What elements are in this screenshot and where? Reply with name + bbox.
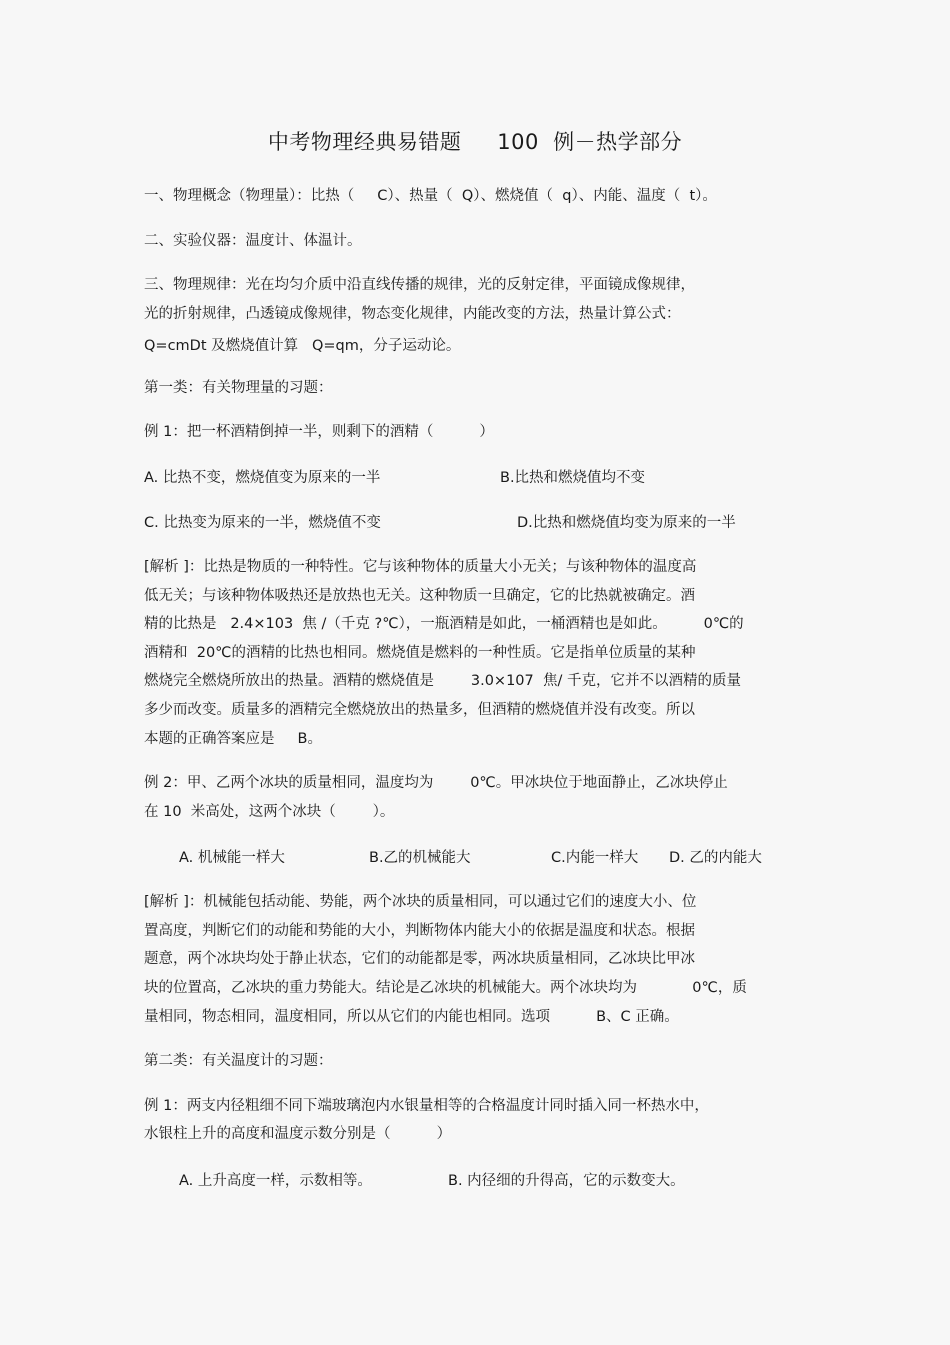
category-heading-1: 第一类：有关物理量的习题： bbox=[144, 380, 333, 396]
example3-option-a: A. 上升高度一样，示数相等。 bbox=[179, 1173, 372, 1189]
laws-line-2: 光的折射规律，凸透镜成像规律，物态变化规律，内能改变的方法，热量计算公式： bbox=[144, 306, 681, 322]
example1-question: 例 1：把一杯酒精倒掉一半，则剩下的酒精（ ） bbox=[144, 424, 494, 440]
example2-analysis-line: [解析 ]：机械能包括动能、势能，两个冰块的质量相同，可以通过它们的速度大小、位 bbox=[144, 894, 697, 910]
laws-line-3: Q=cmDt 及燃烧值计算 Q=qm，分子运动论。 bbox=[144, 338, 461, 354]
example2-question-line-2: 在 10 米高处，这两个冰块（ ）。 bbox=[144, 804, 395, 820]
example1-analysis-line: 本题的正确答案应是 B。 bbox=[144, 731, 322, 747]
example1-analysis-line: [解析 ]：比热是物质的一种特性。它与该种物体的质量大小无关；与该种物体的温度高 bbox=[144, 559, 697, 575]
category-heading-2: 第二类：有关温度计的习题： bbox=[144, 1053, 333, 1069]
example1-option-b: B.比热和燃烧值均不变 bbox=[500, 470, 646, 486]
example1-option-c: C. 比热变为原来的一半，燃烧值不变 bbox=[144, 515, 381, 531]
page-title: 中考物理经典易错题 100 例－热学部分 bbox=[267, 130, 683, 154]
example2-option-b: B.乙的机械能大 bbox=[369, 850, 471, 866]
example1-analysis-line: 多少而改变。质量多的酒精完全燃烧放出的热量多，但酒精的燃烧值并没有改变。所以 bbox=[144, 702, 695, 718]
example3-question-line-2: 水银柱上升的高度和温度示数分别是（ ） bbox=[144, 1126, 452, 1142]
example2-option-d: D. 乙的内能大 bbox=[669, 850, 762, 866]
example2-analysis-line: 量相同，物态相同，温度相同，所以从它们的内能也相同。选项 B、C 正确。 bbox=[144, 1009, 679, 1025]
example2-option-a: A. 机械能一样大 bbox=[179, 850, 285, 866]
example1-option-a: A. 比热不变，燃烧值变为原来的一半 bbox=[144, 470, 381, 486]
example2-analysis-line: 题意，两个冰块均处于静止状态，它们的动能都是零，两冰块质量相同，乙冰块比甲冰 bbox=[144, 951, 695, 967]
example1-analysis-line: 低无关；与该种物体吸热还是放热也无关。这种物质一旦确定，它的比热就被确定。酒 bbox=[144, 588, 695, 604]
example3-question-line-1: 例 1：两支内径粗细不同下端玻璃泡内水银量相等的合格温度计同时插入同一杯热水中， bbox=[144, 1098, 709, 1114]
example2-option-c: C.内能一样大 bbox=[551, 850, 639, 866]
example3-option-b: B. 内径细的升得高，它的示数变大。 bbox=[448, 1173, 685, 1189]
example1-analysis-line: 燃烧完全燃烧所放出的热量。酒精的燃烧值是 3.0×107 焦/ 千克，它并不以酒精的质量 bbox=[144, 673, 741, 689]
example2-question-line-1: 例 2：甲、乙两个冰块的质量相同，温度均为 0℃。甲冰块位于地面静止，乙冰块停止 bbox=[144, 775, 728, 791]
example2-analysis-line: 置高度，判断它们的动能和势能的大小，判断物体内能大小的依据是温度和状态。根据 bbox=[144, 923, 695, 939]
example1-analysis-line: 精的比热是 2.4×103 焦 /（千克 ?℃），一瓶酒精是如此，一桶酒精也是如此。 0℃的 bbox=[144, 616, 744, 632]
example1-analysis-line: 酒精和 20℃的酒精的比热也相同。燃烧值是燃料的一种性质。它是指单位质量的某种 bbox=[144, 645, 696, 661]
example1-option-d: D.比热和燃烧值均变为原来的一半 bbox=[517, 515, 736, 531]
instruments-line: 二、实验仪器：温度计、体温计。 bbox=[144, 233, 362, 249]
laws-line-1: 三、物理规律：光在均匀介质中沿直线传播的规律，光的反射定律，平面镜成像规律， bbox=[144, 277, 695, 293]
example2-analysis-line: 块的位置高，乙冰块的重力势能大。结论是乙冰块的机械能大。两个冰块均为 0℃，质 bbox=[144, 980, 747, 996]
physics-concepts-line: 一、物理概念（物理量）：比热（ C）、热量（ Q）、燃烧值（ q）、内能、温度（ t）。 bbox=[144, 188, 717, 204]
